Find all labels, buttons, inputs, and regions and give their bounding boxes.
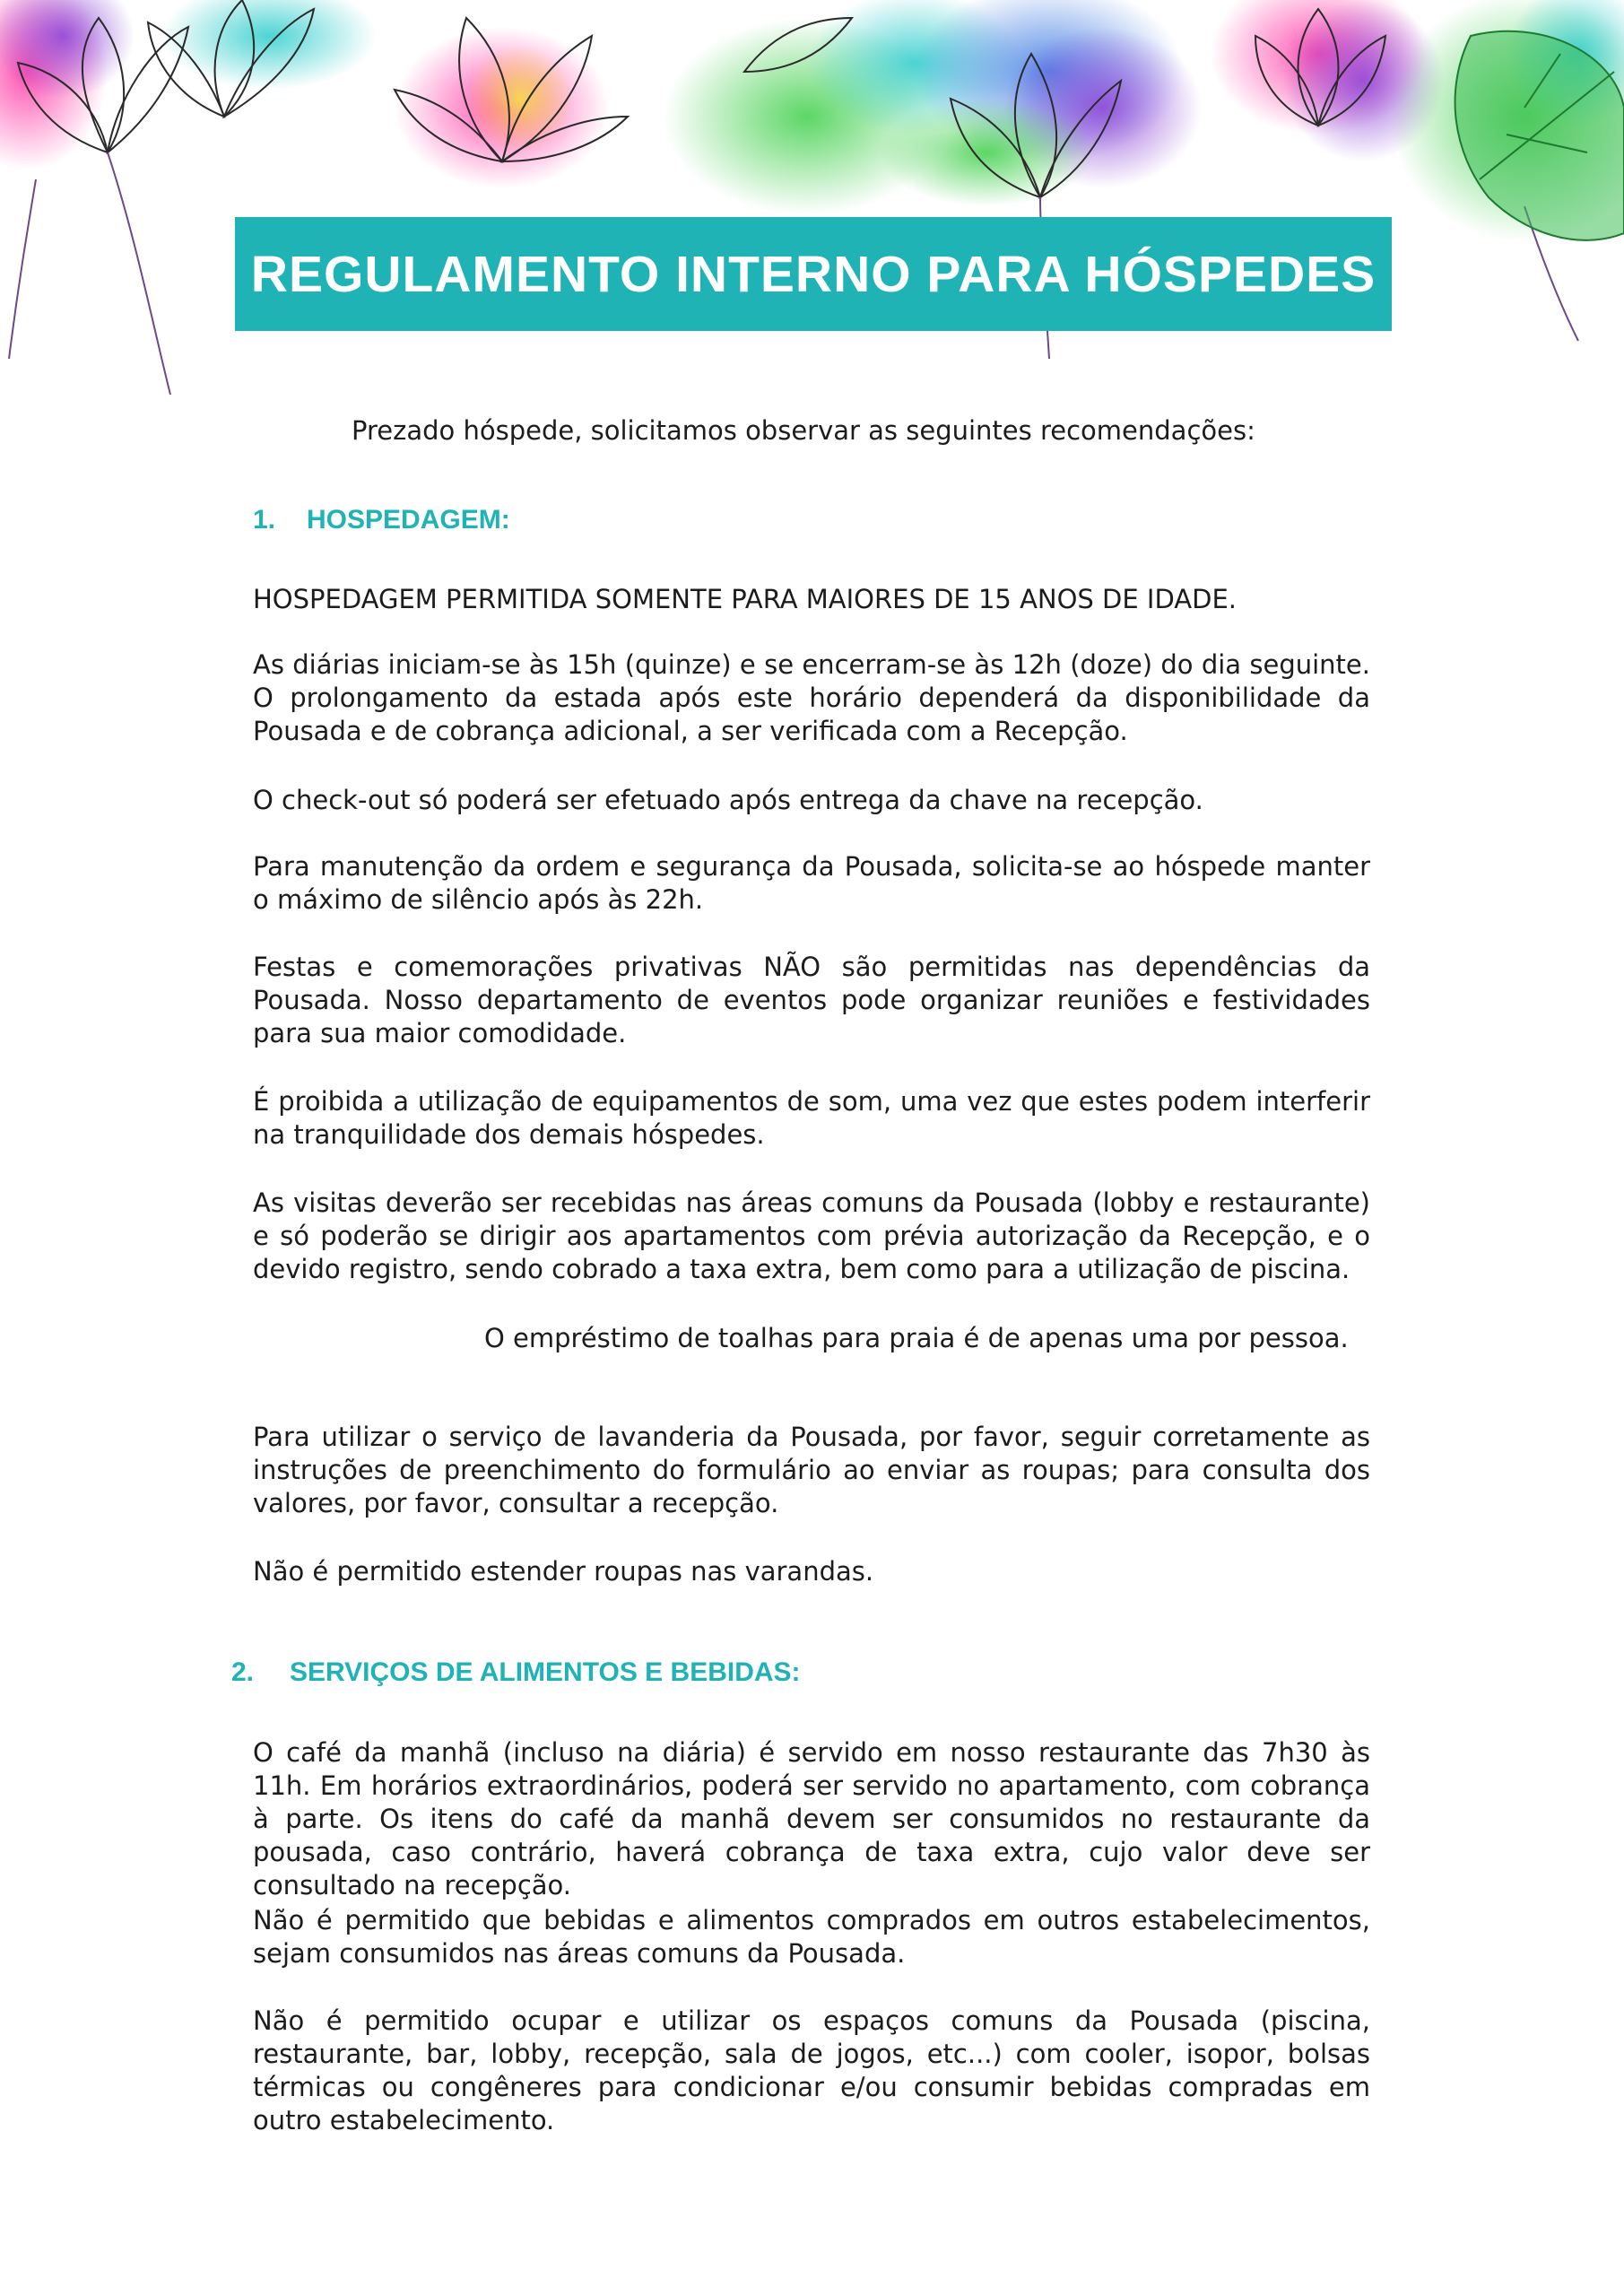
paragraph: Para manutenção da ordem e segurança da Pousada, solicita-se ao hóspede manter o máximo de silêncio após às 22h. (253, 851, 1370, 915)
section-title: HOSPEDAGEM: (307, 505, 510, 535)
paragraph: As visitas deverão ser recebidas nas áreas comuns da Pousada (lobby e restaurante) e só poderão se dirigir aos apartamentos com prévia autorização da Recepção, e o devido registro, sendo cobrado a taxa extra, bem como para a utilização de piscina. (253, 1187, 1370, 1284)
paragraph: As diárias iniciam-se às 15h (quinze) e se encerram-se às 12h (doze) do dia seguinte. O prolongamento da estada após este horário dependerá da disponibilidade da Pousada e de cobrança adicional, a ser verificada com a Recepção. (253, 649, 1370, 746)
section-heading-servicos (231, 1657, 801, 1688)
paragraph: Não é permitido que bebidas e alimentos comprados em outros estabelecimentos, sejam consumidos nas áreas comuns da Pousada. (253, 1905, 1370, 1969)
section-heading-hospedagem (253, 505, 510, 535)
paragraph: Para utilizar o serviço de lavanderia da Pousada, por favor, seguir corretamente as instruções de preenchimento do formulário ao enviar as roupas; para consulta dos valores, por favor, consultar a recepção. (253, 1422, 1370, 1518)
section-number: 1. (253, 505, 276, 535)
paragraph: Não é permitido ocupar e utilizar os espaços comuns da Pousada (piscina, restaurante, bar, lobby, recepção, sala de jogos, etc...) com cooler, isopor, bolsas térmicas ou congêneres para condicionar e/ou consumir bebidas compradas em outro estabelecimento. (253, 2005, 1370, 2135)
section-title: SERVIÇOS DE ALIMENTOS E BEBIDAS: (290, 1657, 801, 1687)
floral-header-illustration (0, 0, 1624, 422)
intro-text: Prezado hóspede, solicitamos observar as seguintes recomendações: (352, 415, 1255, 446)
paragraph: É proibida a utilização de equipamentos de som, uma vez que estes podem interferir na tranquilidade dos demais hóspedes. (253, 1086, 1370, 1150)
paragraph: O check-out só poderá ser efetuado após entrega da chave na recepção. (253, 785, 1203, 815)
paragraph: O café da manhã (incluso na diária) é servido em nosso restaurante das 7h30 às 11h. Em horários extraordinários, poderá ser servido no apartamento, com cobrança à parte. Os itens do café da manhã devem ser consumidos no restaurante da pousada, caso contrário, haverá cobrança de taxa extra, cujo valor deve ser consultado na recepção. (253, 1737, 1370, 1900)
paragraph: O empréstimo de toalhas para praia é de apenas uma por pessoa. (484, 1323, 1349, 1353)
section-number: 2. (231, 1657, 255, 1687)
paragraph: Não é permitido estender roupas nas varandas. (253, 1556, 874, 1587)
paragraph: Festas e comemorações privativas NÃO são permitidas nas dependências da Pousada. Nosso departamento de eventos pode organizar reuniões e festividades para sua maior comodidade. (253, 952, 1370, 1048)
paragraph: HOSPEDAGEM PERMITIDA SOMENTE PARA MAIORES DE 15 ANOS DE IDADE. (253, 584, 1238, 614)
document-title: REGULAMENTO INTERNO PARA HÓSPEDES (250, 245, 1376, 303)
document-title-banner (235, 217, 1392, 331)
